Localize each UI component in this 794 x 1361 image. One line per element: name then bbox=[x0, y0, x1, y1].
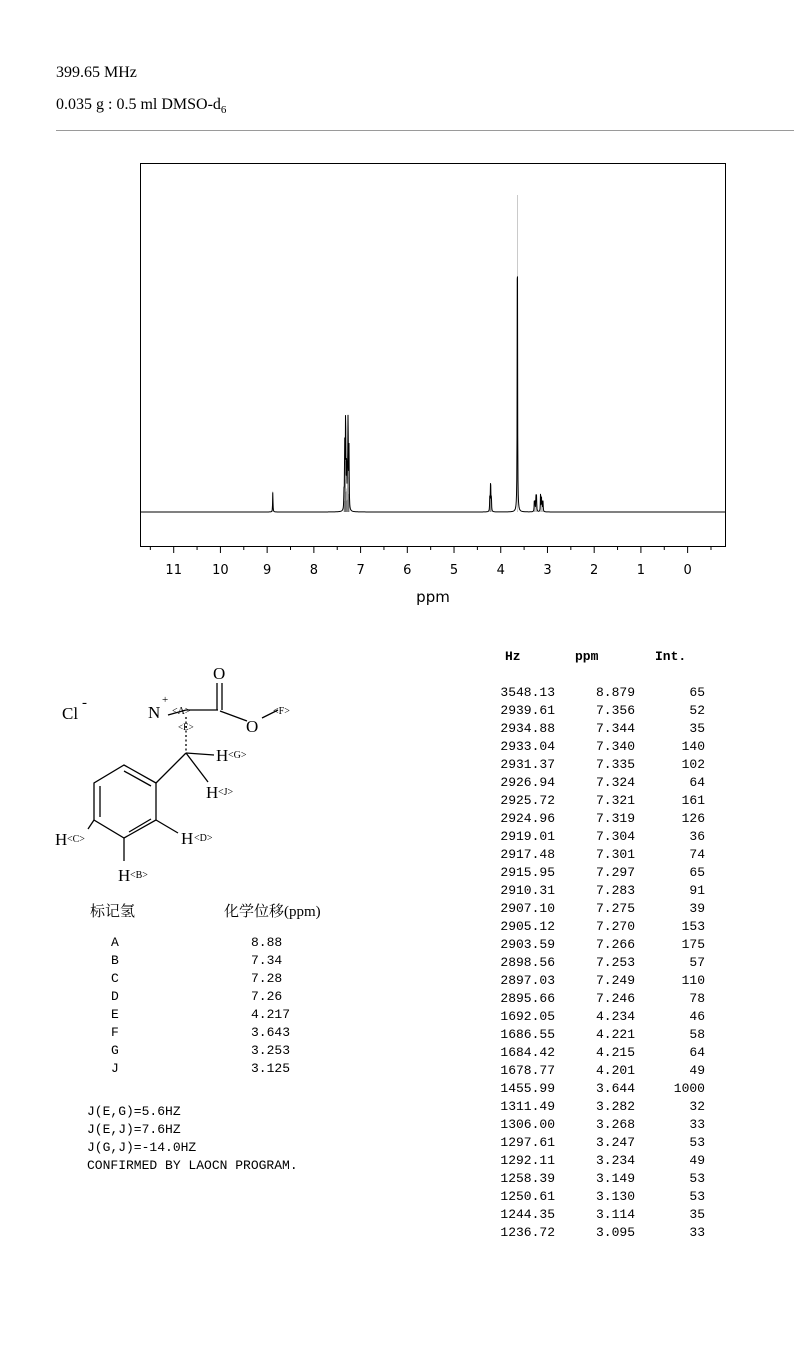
peak-hz: 2919.01 bbox=[500, 829, 555, 844]
x-tick-label: 4 bbox=[496, 563, 505, 578]
nitrogen-label: N bbox=[148, 703, 161, 722]
peak-ppm: 3.268 bbox=[595, 1117, 635, 1132]
peak-hz: 1258.39 bbox=[500, 1171, 555, 1186]
peak-hz: 2933.04 bbox=[500, 739, 555, 754]
counter-ion-charge: - bbox=[82, 695, 87, 711]
assignment-label: D bbox=[111, 989, 119, 1004]
peak-int: 65 bbox=[689, 865, 705, 880]
peak-ppm: 7.275 bbox=[595, 901, 635, 916]
tag-g: <G> bbox=[228, 750, 247, 761]
peak-int: 53 bbox=[689, 1171, 705, 1186]
peak-hz: 1678.77 bbox=[500, 1063, 555, 1078]
peak-ppm: 7.319 bbox=[595, 811, 635, 826]
assignment-shift: 3.253 bbox=[251, 1043, 291, 1058]
assignment-label: C bbox=[111, 971, 119, 986]
bond-ring-hd bbox=[156, 820, 178, 833]
peak-int: 49 bbox=[689, 1063, 705, 1078]
peak-hz: 1297.61 bbox=[500, 1135, 555, 1150]
peak-ppm: 7.321 bbox=[595, 793, 635, 808]
plot-frame bbox=[141, 164, 726, 547]
peak-int: 36 bbox=[689, 829, 705, 844]
assignment-shift: 3.125 bbox=[251, 1061, 291, 1076]
peak-hz: 1455.99 bbox=[500, 1081, 555, 1096]
assignment-label: E bbox=[111, 1007, 119, 1022]
assignment-shift: 7.26 bbox=[251, 989, 283, 1004]
peak-hz: 2924.96 bbox=[500, 811, 555, 826]
sample-subscript: 6 bbox=[220, 104, 227, 117]
peak-int: 35 bbox=[689, 1207, 705, 1222]
x-tick-label: 5 bbox=[449, 563, 459, 578]
coupling-constants bbox=[87, 1103, 298, 1175]
nitrogen-charge: + bbox=[162, 694, 169, 706]
peak-hz: 1311.49 bbox=[500, 1099, 555, 1114]
peak-int: 78 bbox=[689, 991, 705, 1006]
assignment-label: A bbox=[111, 935, 119, 950]
peak-int: 126 bbox=[681, 811, 705, 826]
h-g-label: H bbox=[216, 746, 229, 765]
peak-hz: 1236.72 bbox=[500, 1225, 555, 1240]
peak-ppm: 7.340 bbox=[595, 739, 635, 754]
assignment-label: B bbox=[111, 953, 119, 968]
peak-ppm: 7.324 bbox=[595, 775, 635, 790]
peak-int: 1000 bbox=[673, 1081, 705, 1096]
peak-int: 39 bbox=[689, 901, 705, 916]
peak-ppm: 7.297 bbox=[595, 865, 635, 880]
assignment-shift: 7.34 bbox=[251, 953, 283, 968]
peak-ppm: 3.114 bbox=[595, 1207, 635, 1222]
peak-ppm: 7.249 bbox=[595, 973, 635, 988]
assignment-shift: 3.643 bbox=[251, 1025, 291, 1040]
coupling-line: J(E,J)=7.6HZ bbox=[87, 1122, 181, 1137]
peak-ppm: 7.344 bbox=[595, 721, 635, 736]
x-tick-label: 7 bbox=[356, 563, 365, 578]
peak-ppm: 7.283 bbox=[595, 883, 635, 898]
peak-hz: 2897.03 bbox=[500, 973, 555, 988]
peak-ppm: 4.215 bbox=[595, 1045, 635, 1060]
peak-int: 57 bbox=[689, 955, 705, 970]
peak-hz: 1306.00 bbox=[500, 1117, 555, 1132]
peak-hz: 1292.11 bbox=[500, 1153, 555, 1168]
assignment-shift: 4.217 bbox=[251, 1007, 291, 1022]
peak-int: 35 bbox=[689, 721, 705, 736]
peak-hz: 2903.59 bbox=[500, 937, 555, 952]
h-d-label: H bbox=[181, 829, 194, 848]
peak-int: 32 bbox=[689, 1099, 705, 1114]
bond-cb-ring bbox=[156, 753, 186, 783]
peak-hz: 2925.72 bbox=[500, 793, 555, 808]
assignment-label: G bbox=[111, 1043, 119, 1058]
x-tick-label: 1 bbox=[636, 563, 646, 578]
h-b-label: H bbox=[118, 866, 131, 885]
peak-hz: 2934.88 bbox=[500, 721, 555, 736]
benzene-ring bbox=[94, 765, 156, 838]
peak-hz: 2939.61 bbox=[500, 703, 555, 718]
peak-ppm: 3.234 bbox=[595, 1153, 635, 1168]
x-axis-ticks bbox=[150, 547, 711, 553]
tag-a: <A> bbox=[172, 706, 191, 717]
x-tick-label: 6 bbox=[403, 563, 412, 578]
peak-table-header bbox=[0, 649, 794, 667]
peak-ppm: 8.879 bbox=[595, 685, 635, 700]
counter-ion-label: Cl bbox=[62, 704, 79, 723]
peak-ppm: 4.234 bbox=[595, 1009, 635, 1024]
peak-int: 153 bbox=[681, 919, 705, 934]
peak-hz: 1684.42 bbox=[500, 1045, 555, 1060]
coupling-line: J(E,G)=5.6HZ bbox=[87, 1104, 181, 1119]
x-tick-label: 2 bbox=[590, 563, 599, 578]
peak-ppm: 3.149 bbox=[595, 1171, 635, 1186]
peak-int: 140 bbox=[681, 739, 705, 754]
peak-int: 33 bbox=[689, 1117, 705, 1132]
nmr-spectrum-chart bbox=[0, 0, 794, 620]
tag-d: <D> bbox=[194, 833, 213, 844]
peak-ppm: 7.246 bbox=[595, 991, 635, 1006]
peak-int: 74 bbox=[689, 847, 705, 862]
peak-ppm: 7.253 bbox=[595, 955, 635, 970]
spectrometer-frequency: 399.65 MHz bbox=[56, 64, 137, 81]
x-tick-label: 8 bbox=[309, 563, 319, 578]
peak-hz: 1692.05 bbox=[500, 1009, 555, 1024]
sample-text: 0.035 g : 0.5 ml DMSO-d bbox=[56, 96, 221, 113]
peak-hz: 1250.61 bbox=[500, 1189, 555, 1204]
tag-c: <C> bbox=[67, 834, 85, 845]
peak-ppm: 7.301 bbox=[595, 847, 635, 862]
peak-hz: 3548.13 bbox=[500, 685, 555, 700]
peak-hz: 1686.55 bbox=[500, 1027, 555, 1042]
peak-int: 91 bbox=[689, 883, 705, 898]
x-tick-label: 10 bbox=[212, 563, 229, 578]
assignment-label: J bbox=[111, 1061, 119, 1076]
x-axis-tick-labels bbox=[165, 563, 691, 578]
peak-ppm: 3.282 bbox=[595, 1099, 635, 1114]
peak-hz: 2915.95 bbox=[500, 865, 555, 880]
peak-col-hz: Hz bbox=[505, 649, 521, 664]
x-axis-label: ppm bbox=[416, 588, 450, 606]
peak-int: 33 bbox=[689, 1225, 705, 1240]
ring-double-3 bbox=[129, 819, 151, 832]
peak-ppm: 3.247 bbox=[595, 1135, 635, 1150]
bond-cb-hg bbox=[186, 753, 214, 755]
peak-hz: 2910.31 bbox=[500, 883, 555, 898]
peak-hz: 2905.12 bbox=[500, 919, 555, 934]
x-tick-label: 9 bbox=[263, 563, 272, 578]
peak-int: 53 bbox=[689, 1135, 705, 1150]
spectrum-trace bbox=[141, 276, 725, 512]
spectrum-trace-group bbox=[141, 195, 725, 512]
coupling-line: J(G,J)=-14.0HZ bbox=[87, 1140, 197, 1155]
molecule-structure bbox=[40, 655, 310, 890]
peak-hz: 2926.94 bbox=[500, 775, 555, 790]
peak-ppm: 3.095 bbox=[595, 1225, 635, 1240]
peak-int: 53 bbox=[689, 1189, 705, 1204]
peak-ppm: 7.266 bbox=[595, 937, 635, 952]
peak-ppm: 4.201 bbox=[595, 1063, 635, 1078]
coupling-line: CONFIRMED BY LAOCN PROGRAM. bbox=[87, 1158, 298, 1173]
bond-ring-hc bbox=[88, 820, 94, 829]
peak-int: 64 bbox=[689, 1045, 705, 1060]
peak-ppm: 3.644 bbox=[595, 1081, 635, 1096]
peak-col-ppm: ppm bbox=[575, 649, 599, 664]
x-tick-label: 11 bbox=[165, 563, 182, 578]
x-tick-label: 3 bbox=[543, 563, 552, 578]
assignment-col-shift: 化学位移(ppm) bbox=[224, 904, 321, 920]
peak-ppm: 7.356 bbox=[595, 703, 635, 718]
assignment-label: F bbox=[111, 1025, 119, 1040]
peak-int: 64 bbox=[689, 775, 705, 790]
assignment-col-label: 标记氢 bbox=[90, 904, 136, 920]
peak-ppm: 3.130 bbox=[595, 1189, 635, 1204]
peak-int: 46 bbox=[689, 1009, 705, 1024]
tag-e: <E> bbox=[178, 722, 194, 732]
peak-ppm: 7.304 bbox=[595, 829, 635, 844]
peak-ppm: 7.270 bbox=[595, 919, 635, 934]
carbonyl-oxygen: O bbox=[213, 664, 226, 683]
peak-ppm: 4.221 bbox=[595, 1027, 635, 1042]
x-tick-label: 0 bbox=[683, 563, 692, 578]
peak-int: 65 bbox=[689, 685, 705, 700]
bond-cb-hj bbox=[186, 753, 208, 782]
bond-c-o-single bbox=[220, 711, 247, 721]
peak-hz: 2917.48 bbox=[500, 847, 555, 862]
peak-int: 175 bbox=[681, 937, 705, 952]
ester-oxygen: O bbox=[246, 717, 259, 736]
peak-int: 102 bbox=[681, 757, 705, 772]
tag-f: <F> bbox=[273, 706, 290, 717]
tag-j: <J> bbox=[218, 787, 234, 798]
peak-ppm: 7.335 bbox=[595, 757, 635, 772]
peak-int: 49 bbox=[689, 1153, 705, 1168]
peak-hz: 2907.10 bbox=[500, 901, 555, 916]
peak-int: 58 bbox=[689, 1027, 705, 1042]
peak-hz: 2895.66 bbox=[500, 991, 555, 1006]
h-j-label: H bbox=[206, 783, 219, 802]
peak-hz: 2931.37 bbox=[500, 757, 555, 772]
tag-b: <B> bbox=[130, 870, 148, 881]
peak-hz: 1244.35 bbox=[500, 1207, 555, 1222]
peak-col-int: Int. bbox=[655, 649, 687, 664]
assignment-shift: 8.88 bbox=[251, 935, 283, 950]
peak-int: 110 bbox=[681, 973, 705, 988]
h-c-label: H bbox=[55, 830, 68, 849]
peak-int: 52 bbox=[689, 703, 705, 718]
peak-int: 161 bbox=[681, 793, 705, 808]
assignment-shift: 7.28 bbox=[251, 971, 283, 986]
peak-hz: 2898.56 bbox=[500, 955, 555, 970]
